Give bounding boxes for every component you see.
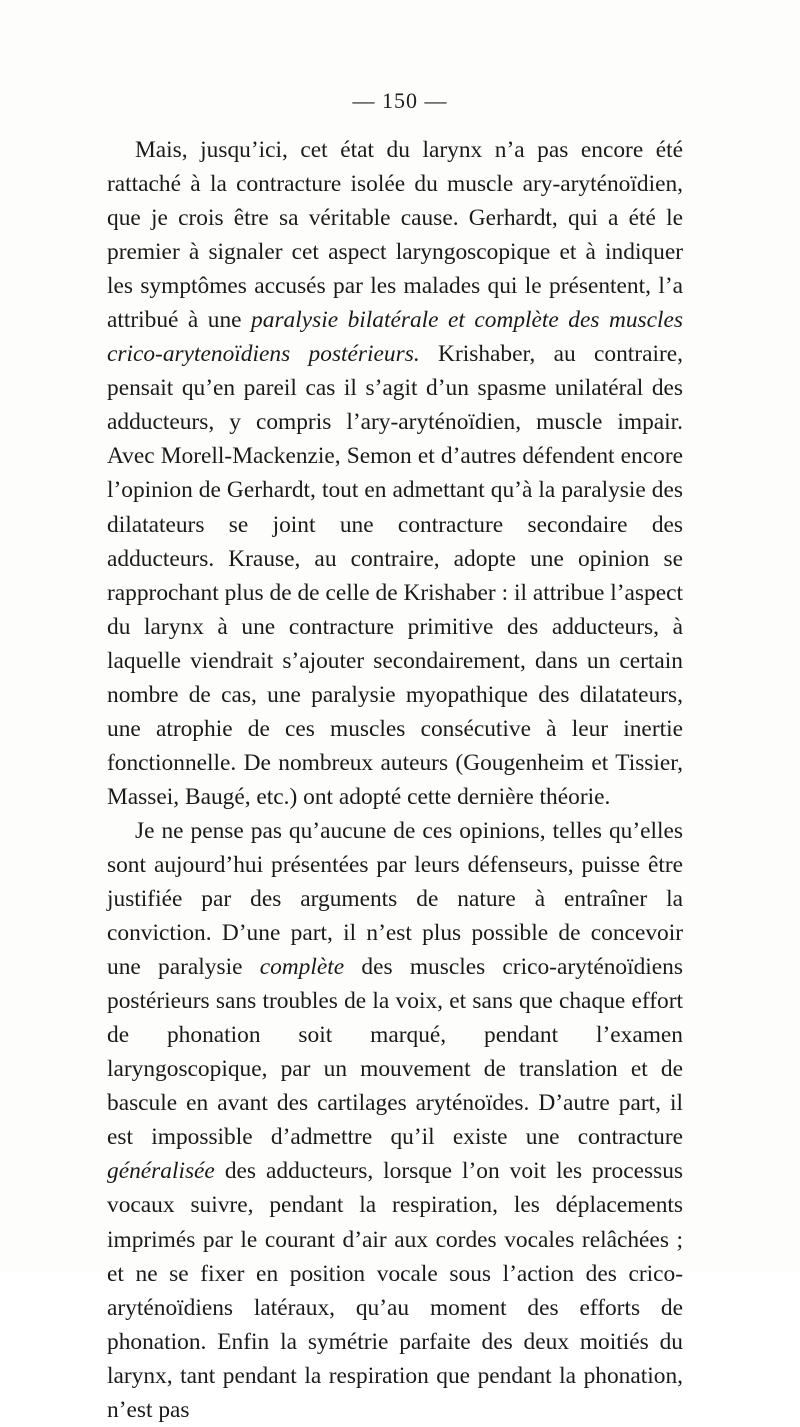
body-text [107, 133, 683, 1427]
paragraph-2-text: Je ne pense pas qu’aucune de ces opinions, telles qu’elles sont aujourd’hui présentées par leurs défenseurs, puisse être justifiée par des arguments de nature à entraîner la conviction. D’une part, il n’est plus possible de concevoir une paralysie [107, 817, 683, 981]
paragraph-2-text-end: des adducteurs, lorsque l’on voit les processus vocaux suivre, pendant la respiration, les déplacements imprimés par le courant d’air aux cordes vocales relâchées ; et ne se fixer en position vocale sous l’action des crico-aryténoïdiens latéraux, qu’au moment des efforts de phonation. Enfin la symétrie parfaite des deux moitiés du larynx, tant pendant la respiration que pendant la phonation, n’est pas [107, 1158, 683, 1423]
paragraph-2-text-cont: des muscles crico-aryténoïdiens postérieurs sans troubles de la voix, et sans que chaque effort de phonation soit marqué, pendant l’examen laryngoscopique, par un mouvement de translation et de bascule en avant des cartilages aryténoïdes. D’autre part, il est impossible d’admettre qu’il existe une contracture [107, 954, 683, 1151]
italic-phrase: paralysie bilatérale et complète des muscles crico-arytenoïdiens postérieurs. [107, 307, 683, 368]
page-number: — 150 — [352, 88, 448, 113]
paragraph-1-text: Mais, jusqu’ici, cet état du larynx n’a pas encore été rattaché à la contracture isolée du muscle ary-aryténoïdien, que je crois être sa véritable cause. Gerhardt, qui a été le premier à signaler cet aspect laryngoscopique et à indiquer les symptômes accusés par les malades qui le présentent, l’a attribué à une [107, 137, 683, 334]
paragraph-2 [107, 814, 683, 1427]
paragraph-1-text-cont: Krishaber, au contraire, pensait qu’en pareil cas il s’agit d’un spasme unilatéral des adducteurs, y compris l’ary-aryténoïdien, muscle impair. Avec Morell-Mackenzie, Semon et d’autres défendent encore l’opinion de Gerhardt, tout en admettant qu’à la paralysie des dilatateurs se joint une contracture secondaire des adducteurs. Krause, au contraire, adopte une opinion se rapprochant plus de de celle de Krishaber : il attribue l’aspect du larynx à une contracture primitive des adducteurs, à laquelle viendrait s’ajouter secondairement, dans un certain nombre de cas, une paralysie myopathique des dilatateurs, une atrophie de ces muscles consécutive à leur inertie fonctionnelle. De nombreux auteurs (Gougenheim et Tissier, Massei, Baugé, etc.) ont adopté cette dernière théorie. [107, 341, 683, 810]
italic-word: complète [259, 954, 345, 981]
italic-word: généralisée [107, 1158, 215, 1185]
paragraph-1 [107, 133, 683, 814]
